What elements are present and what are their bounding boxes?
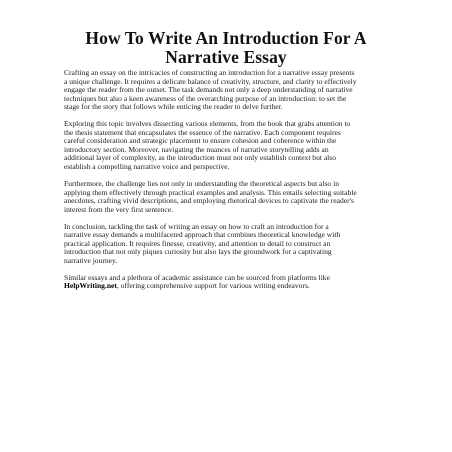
paragraph-line: interest from the very first sentence.: [64, 204, 173, 214]
closing-line-1: Similar essays and a plethora of academic assistance can be sourced from platforms like: [64, 272, 330, 282]
paragraph-4: [64, 223, 398, 266]
paragraph-line: establish a compelling narrative voice and perspective.: [64, 161, 230, 171]
paragraph-line: Exploring this topic involves dissecting various elements, from the hook that grabs attention to: [64, 119, 351, 129]
paragraph-line: a unique challenge. It requires a delicate balance of creativity, structure, and clarity to effectively: [64, 76, 357, 86]
title-line-2: Narrative Essay: [165, 47, 287, 67]
paragraph-line: engage the reader from the outset. The task demands not only a deep understanding of narrative: [64, 85, 353, 95]
document-body: [64, 69, 398, 300]
paragraph-line: introduction that not only piques curiosity but also lays the groundwork for a captivating: [64, 247, 332, 257]
paragraph-line: additional layer of complexity, as the introduction must not only establish context but also: [64, 153, 336, 163]
closing-paragraph: [64, 274, 398, 291]
paragraph-line: stage for the story that follows while enticing the reader to delve further.: [64, 102, 283, 112]
paragraph-line: practical application. It requires finesse, creativity, and attention to detail to construct an: [64, 238, 331, 248]
helpwriting-link[interactable]: HelpWriting.net: [64, 281, 117, 291]
closing-line-2-rest: , offering comprehensive support for various writing endeavors.: [116, 281, 310, 291]
paragraph-1: [64, 69, 398, 112]
paragraph-line: narrative journey.: [64, 255, 118, 265]
paragraph-line: introductory section. Moreover, navigating the nuances of narrative storytelling adds an: [64, 144, 329, 154]
paragraph-2: [64, 120, 398, 171]
paragraph-line: the thesis statement that encapsulates the essence of the narrative. Each component requires: [64, 127, 341, 137]
document-title: [40, 29, 412, 67]
paragraph-line: applying them effectively through practical examples and analysis. This entails selecting suitable: [64, 187, 357, 197]
paragraph-line: narrative essay demands a multifaceted approach that combines theoretical knowledge with: [64, 230, 341, 240]
paragraph-line: anecdotes, crafting vivid descriptions, and employing rhetorical devices to captivate the reader's: [64, 196, 354, 206]
paragraph-line: Crafting an essay on the intricacies of constructing an introduction for a narrative essay presents: [64, 68, 355, 77]
paragraph-3: [64, 180, 398, 214]
closing-line-2: [64, 282, 398, 291]
paragraph-line: In conclusion, tackling the task of writing an essay on how to craft an introduction for a: [64, 221, 329, 231]
paragraph-line: Furthermore, the challenge lies not only in understanding the theoretical aspects but also in: [64, 179, 339, 189]
title-line-1: How To Write An Introduction For A: [85, 28, 367, 48]
paragraph-line: techniques but also a keen awareness of the overarching purpose of an introduction: to set the: [64, 93, 347, 103]
paragraph-line: careful consideration and strategic placement to ensure cohesion and coherence within the: [64, 136, 337, 146]
